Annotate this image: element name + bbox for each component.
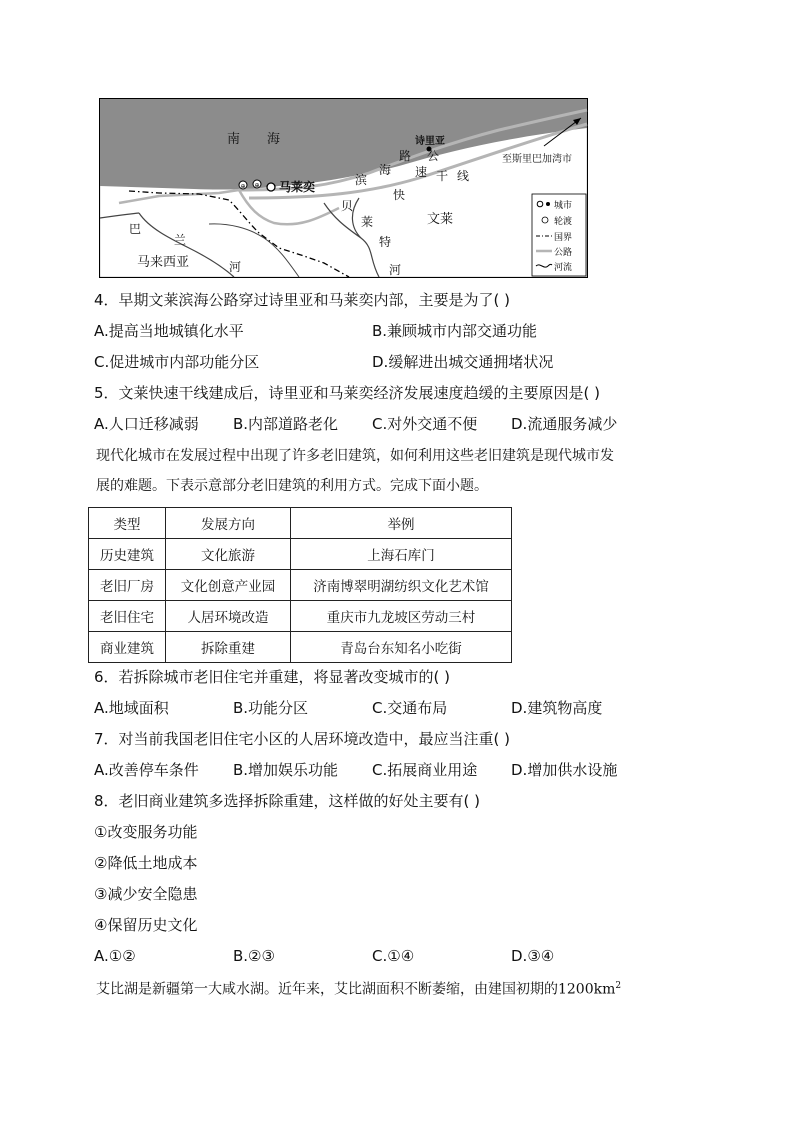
q5-option-d[interactable]: D.流通服务减少 [511,415,618,433]
q7-option-c[interactable]: C.拓展商业用途 [372,761,478,779]
question-8-stem: 8．老旧商业建筑多选择拆除重建，这样做的好处主要有( ) [94,792,481,810]
passage-2-superscript: 2 [615,981,622,991]
svg-text:公路: 公路 [554,248,573,258]
svg-text:路: 路 [399,149,412,163]
q7-option-d[interactable]: D.增加供水设施 [511,761,618,779]
svg-text:贝: 贝 [341,199,354,213]
passage-2-text: 艾比湖是新疆第一大咸水湖。近年来，艾比湖面积不断萎缩，由建国初期的1200km [96,981,616,998]
label-to-sibali: 至斯里巴加湾市 [502,154,572,165]
label-wenlai: 文莱 [427,212,454,227]
q5-option-b[interactable]: B.内部道路老化 [233,415,339,433]
table-header: 举例 [291,508,512,539]
q7-option-b[interactable]: B.增加娱乐功能 [233,761,339,779]
city-malaiyi-marker [267,183,275,191]
table-cell: 青岛台东知名小吃街 [291,632,512,663]
table-cell: 商业建筑 [89,632,166,663]
table-cell: 老旧厂房 [89,570,166,601]
question-7-stem: 7．对当前我国老旧住宅小区的人居环境改造中，最应当注重( ) [94,730,511,748]
table-header: 类型 [89,508,166,539]
ferry-legend-icon [542,217,548,223]
label-malaiyi: 马莱奕 [279,180,316,194]
table-cell: 拆除重建 [166,632,291,663]
table-cell: 济南博翠明湖纺织文化艺术馆 [291,570,512,601]
table-cell: 老旧住宅 [89,601,166,632]
table-cell: 文化旅游 [166,539,291,570]
svg-text:公: 公 [427,149,440,163]
passage-1-line-1: 现代化城市在发展过程中出现了许多老旧建筑，如何利用这些老旧建筑是现代城市发 [96,448,614,464]
q8-item-3: ③减少安全隐患 [94,885,198,903]
q5-option-c[interactable]: C.对外交通不便 [372,415,478,433]
svg-text:特: 特 [379,235,392,249]
table-cell: 历史建筑 [89,539,166,570]
q4-option-a[interactable]: A.提高当地城镇化水平 [94,322,244,340]
svg-text:城市: 城市 [554,201,573,211]
svg-text:线: 线 [457,169,470,183]
svg-text:轮渡: 轮渡 [554,217,573,227]
table-row [89,539,512,570]
q4-option-d[interactable]: D.缓解进出城交通拥堵状况 [372,353,554,371]
svg-text:干: 干 [436,169,449,183]
q4-option-c[interactable]: C.促进城市内部功能分区 [94,353,260,371]
table-header: 发展方向 [166,508,291,539]
table-header-row [89,508,512,539]
table-cell: 重庆市九龙坡区劳动三村 [291,601,512,632]
table-row [89,601,512,632]
q6-option-a[interactable]: A.地域面积 [94,699,169,717]
svg-text:巴: 巴 [129,222,142,236]
q4-option-b[interactable]: B.兼顾城市内部交通功能 [372,322,538,340]
table-cell: 人居环境改造 [166,601,291,632]
passage-2 [96,976,621,1000]
q6-option-d[interactable]: D.建筑物高度 [511,699,603,717]
q6-option-c[interactable]: C.交通布局 [372,699,448,717]
svg-text:速: 速 [415,165,428,179]
label-nanhai-2: 海 [267,132,281,147]
label-nanhai-1: 南 [227,132,241,147]
svg-text:河流: 河流 [554,263,573,273]
question-5-stem: 5．文莱快速干线建成后，诗里亚和马莱奕经济发展速度趋缓的主要原因是( ) [94,384,601,402]
svg-text:河: 河 [389,263,402,277]
question-4-stem: 4．早期文莱滨海公路穿过诗里亚和马莱奕内部，主要是为了( ) [94,291,511,309]
svg-text:国界: 国界 [554,233,573,243]
old-buildings-table [88,507,512,663]
svg-text:⊕: ⊕ [240,183,246,190]
label-malaixiya: 马来西亚 [137,255,190,270]
q8-option-a[interactable]: A.①② [94,947,136,965]
q8-item-1: ①改变服务功能 [94,823,198,841]
table-row [89,632,512,663]
svg-text:兰: 兰 [174,233,187,247]
brunei-map [99,98,588,278]
svg-text:⊕: ⊕ [254,182,260,189]
svg-text:滨: 滨 [355,173,368,187]
table-cell: 上海石库门 [291,539,512,570]
q8-option-b[interactable]: B.②③ [233,947,275,965]
question-6-stem: 6．若拆除城市老旧住宅并重建，将显著改变城市的( ) [94,668,451,686]
q5-option-a[interactable]: A.人口迁移减弱 [94,415,199,433]
table-row [89,570,512,601]
svg-text:海: 海 [379,163,392,177]
q8-item-2: ②降低土地成本 [94,854,198,872]
svg-text:莱: 莱 [361,215,374,229]
label-shiliya: 诗里亚 [415,136,445,147]
q6-option-b[interactable]: B.功能分区 [233,699,309,717]
table-cell: 文化创意产业园 [166,570,291,601]
svg-text:河: 河 [229,260,242,274]
q8-option-c[interactable]: C.①④ [372,947,415,965]
q8-item-4: ④保留历史文化 [94,916,198,934]
svg-text:快: 快 [393,188,406,202]
map-legend [532,194,586,276]
passage-1-line-2: 展的难题。下表示意部分老旧建筑的利用方式。完成下面小题。 [96,478,488,494]
q7-option-a[interactable]: A.改善停车条件 [94,761,199,779]
q8-option-d[interactable]: D.③④ [511,947,555,965]
